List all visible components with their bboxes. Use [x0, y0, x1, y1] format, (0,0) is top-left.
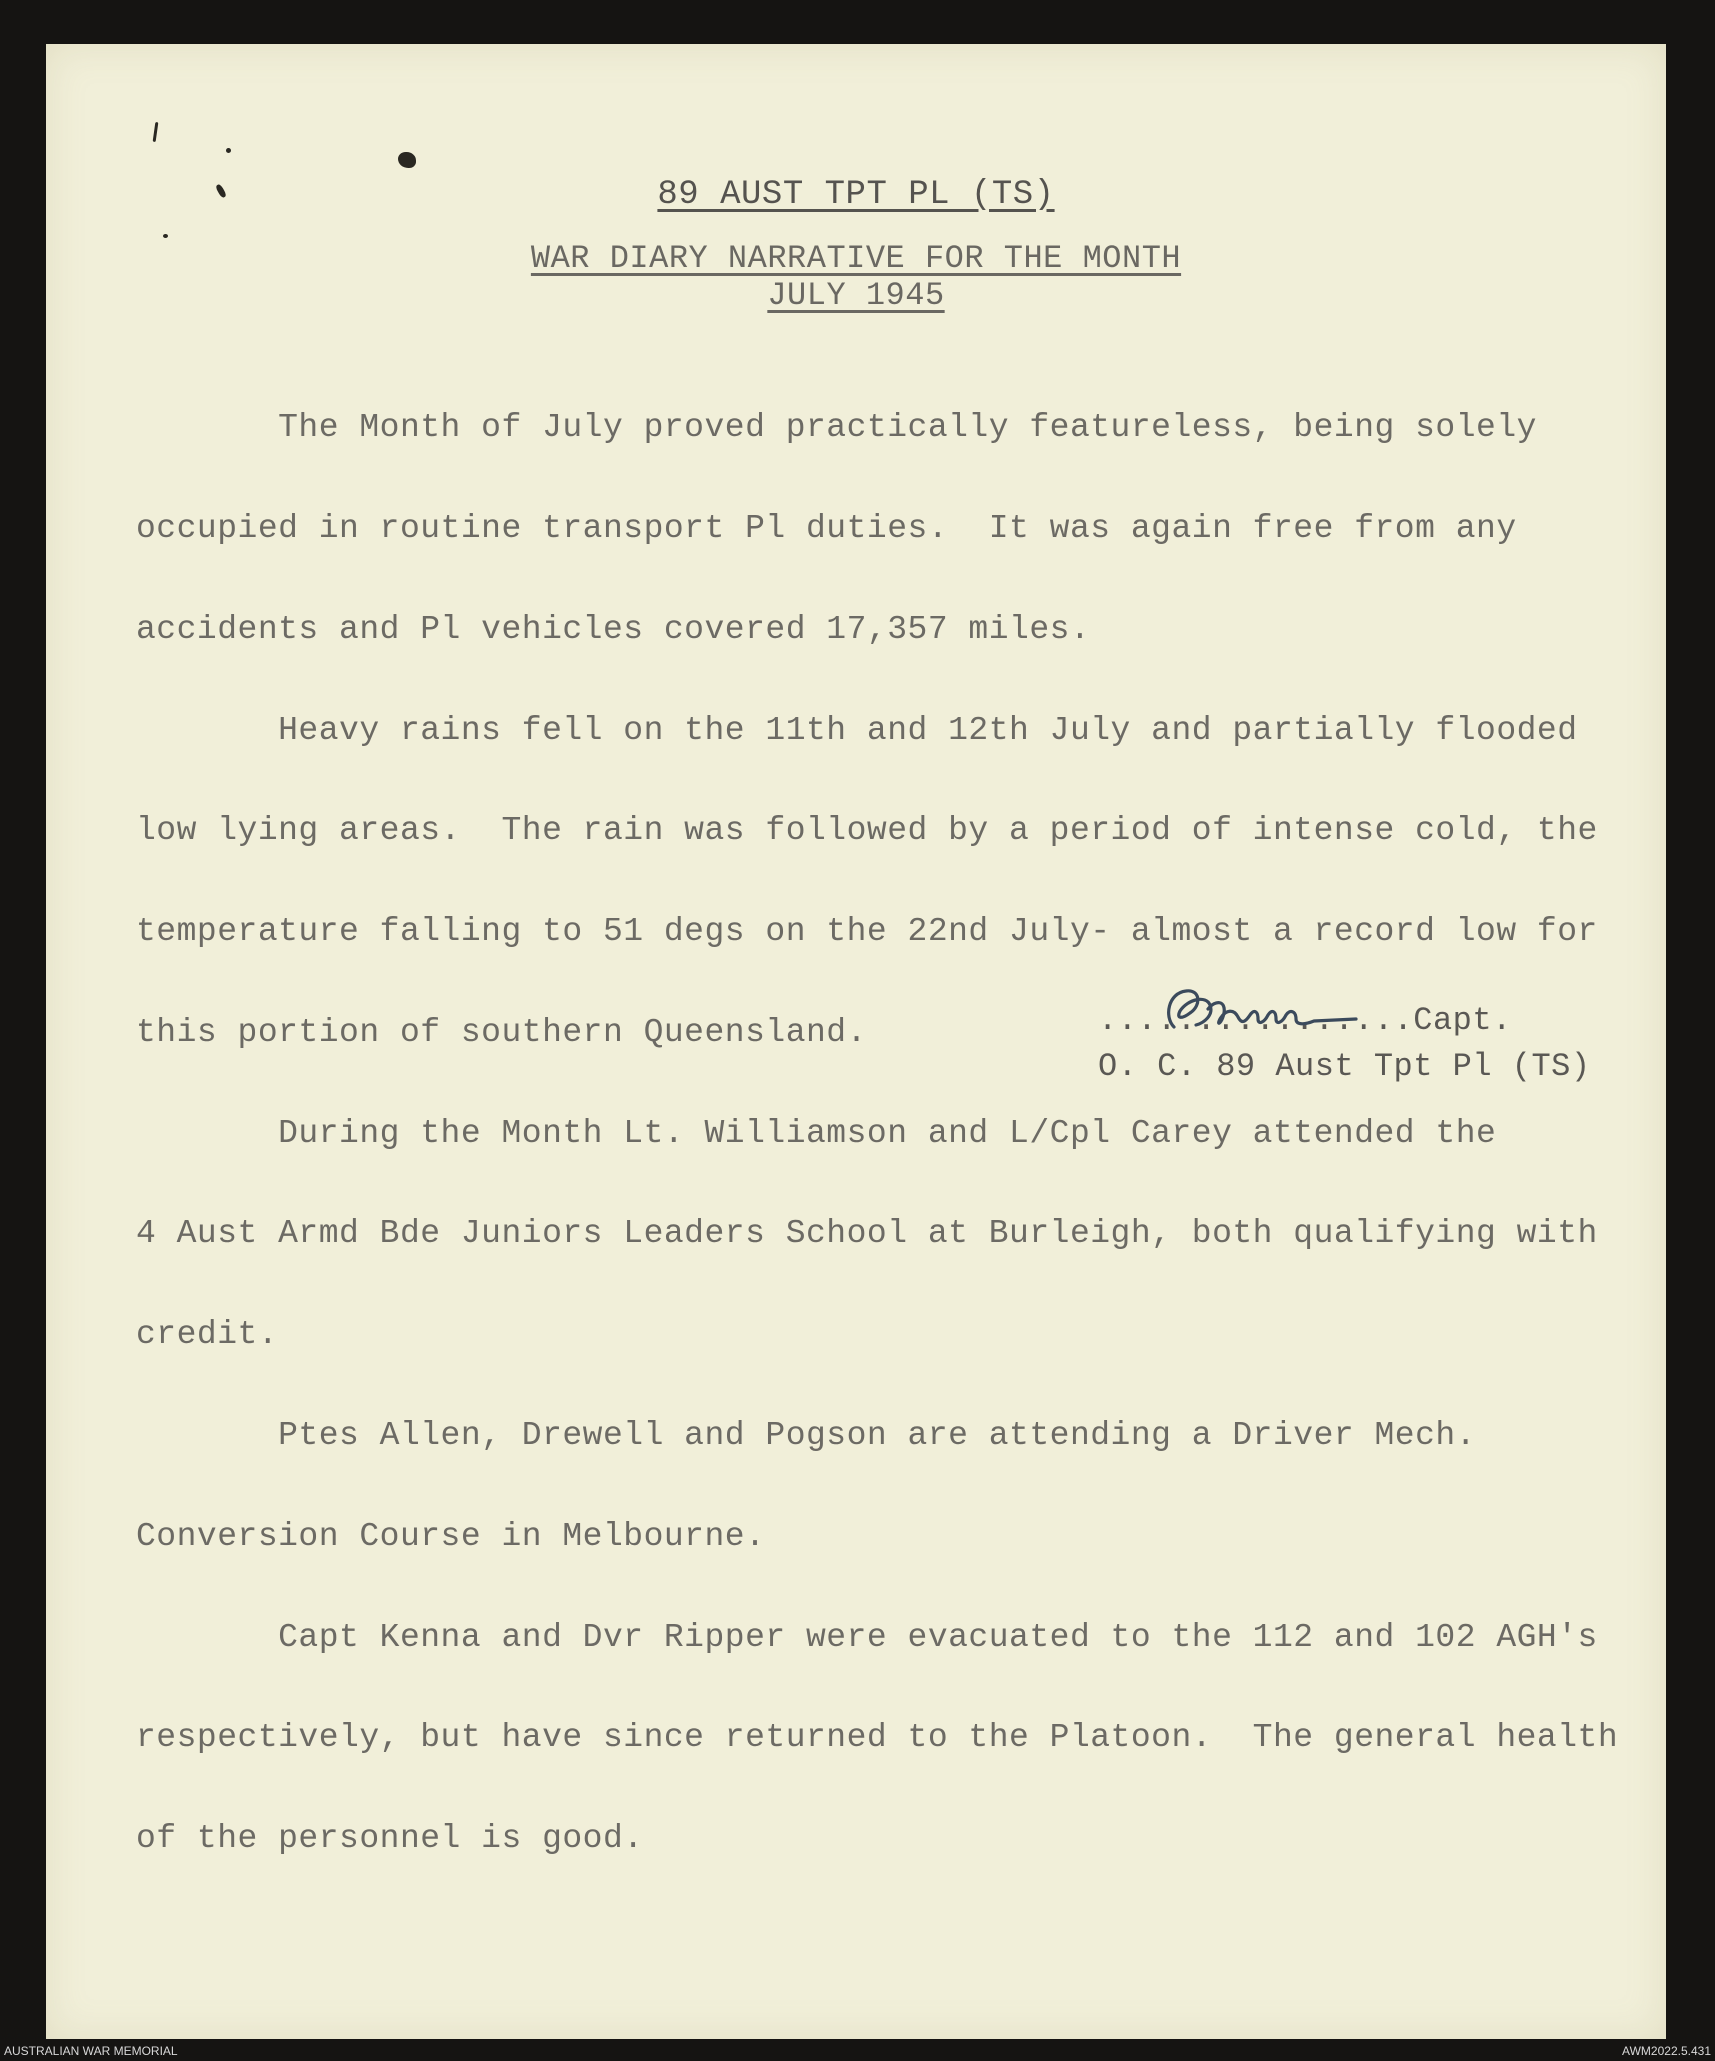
archive-reference: AWM2022.5.431 — [1622, 2044, 1711, 2058]
body-line: During the Month Lt. Williamson and L/Cpl Carey attended the — [136, 1114, 1497, 1152]
signature-line: ................Capt. — [1098, 1002, 1512, 1039]
body-line: occupied in routine transport Pl duties. It was again free from any — [136, 509, 1517, 547]
document-heading: 89 AUST TPT PL (TS) — [657, 176, 1055, 214]
handwritten-signature — [1146, 979, 1426, 1049]
body-line: Conversion Course in Melbourne. — [136, 1517, 766, 1555]
signatory-title: O. C. 89 Aust Tpt Pl (TS) — [1098, 1048, 1591, 1085]
ink-speck — [398, 152, 416, 168]
ink-speck — [153, 122, 159, 142]
body-line: low lying areas. The rain was followed by a period of intense cold, the — [136, 812, 1598, 850]
body-line: Capt Kenna and Dvr Ripper were evacuated to the 112 and 102 AGH's — [136, 1618, 1598, 1656]
narrative-body — [136, 344, 1646, 1923]
body-line: Heavy rains fell on the 11th and 12th July and partially flooded — [136, 711, 1578, 749]
ink-speck — [226, 148, 231, 153]
body-line: The Month of July proved practically featureless, being solely — [136, 409, 1537, 447]
body-line: respectively, but have since returned to the Platoon. The general health — [136, 1719, 1619, 1757]
body-line: this portion of southern Queensland. — [136, 1013, 867, 1051]
body-line: of the personnel is good. — [136, 1820, 644, 1858]
body-line: Ptes Allen, Drewell and Pogson are attending a Driver Mech. — [136, 1417, 1477, 1454]
archive-label: AUSTRALIAN WAR MEMORIAL — [4, 2044, 178, 2058]
body-line: accidents and Pl vehicles covered 17,357 miles. — [136, 610, 1091, 648]
document-subheading-line1: WAR DIARY NARRATIVE FOR THE MONTH — [530, 240, 1182, 277]
ink-speck — [163, 234, 168, 238]
body-line: 4 Aust Armd Bde Juniors Leaders School at Burleigh, both qualifying with — [136, 1215, 1598, 1253]
document-page — [46, 44, 1666, 2039]
document-subheading-line2: JULY 1945 — [767, 277, 945, 314]
body-line: credit. — [136, 1316, 279, 1354]
body-line: temperature falling to 51 degs on the 22nd July- almost a record low for — [136, 913, 1598, 951]
